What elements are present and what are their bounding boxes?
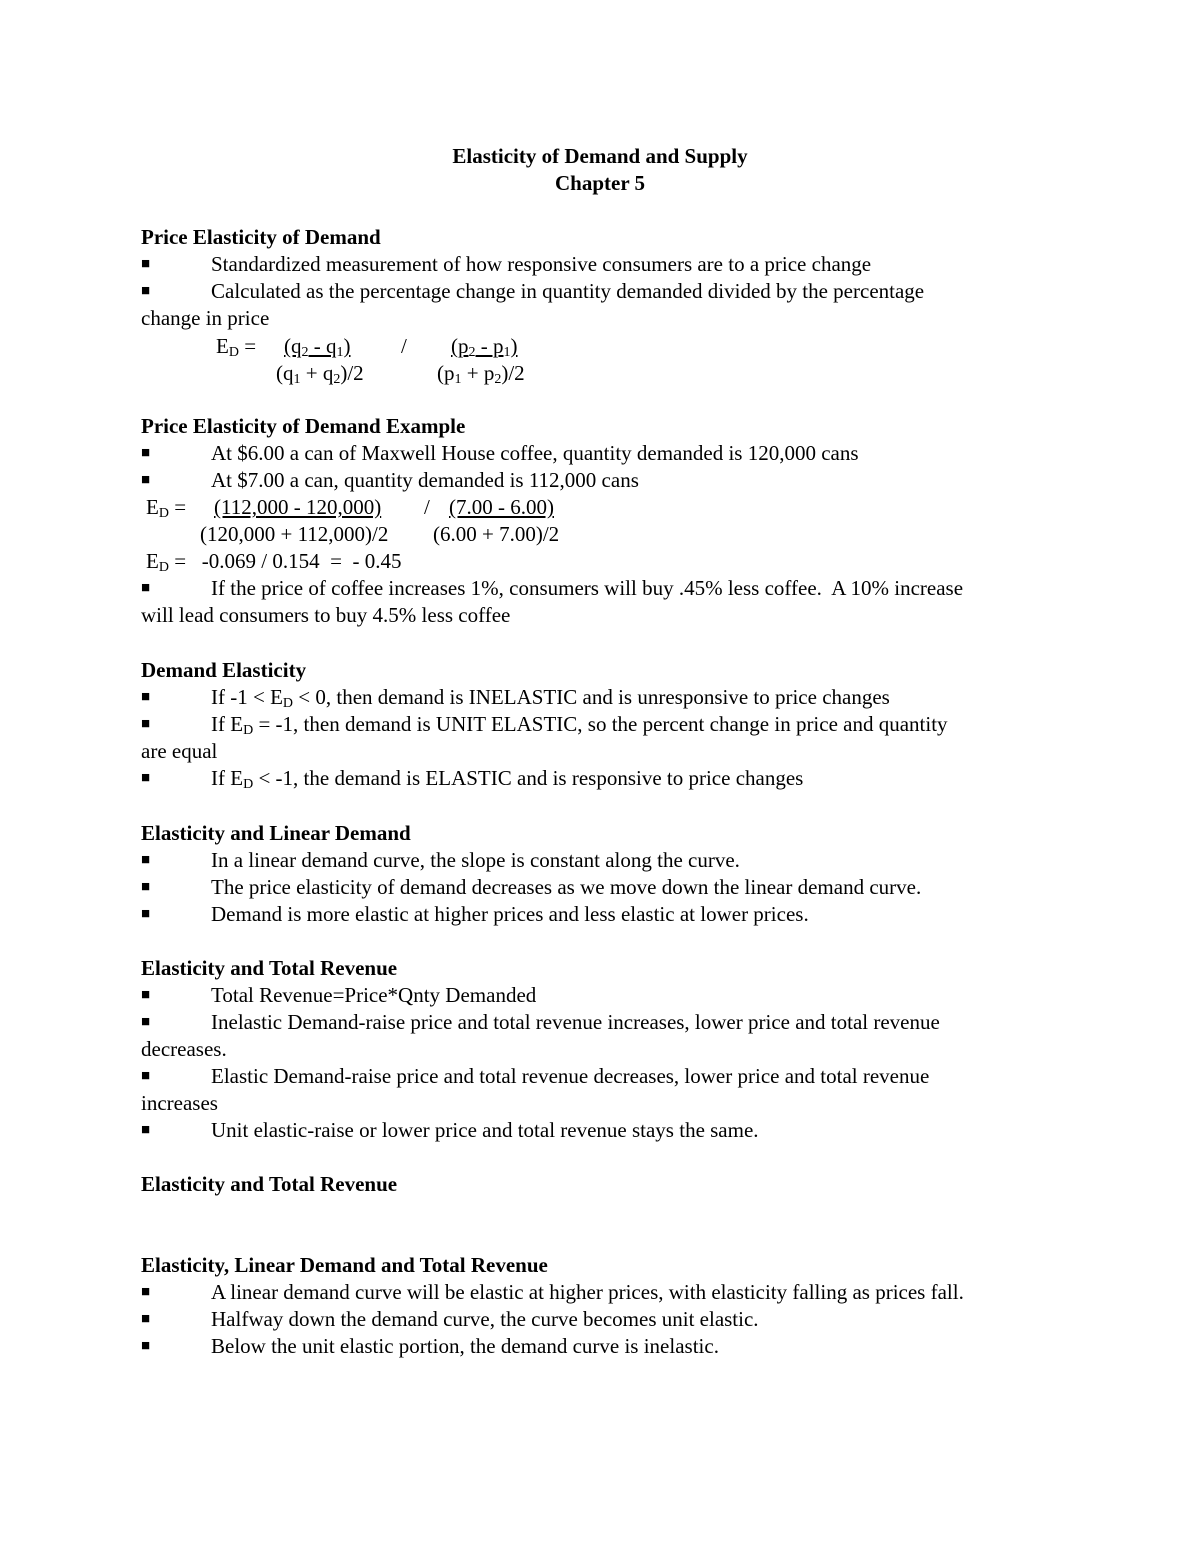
square-bullet-icon: ■	[141, 256, 151, 272]
square-bullet-icon: ■	[141, 689, 151, 705]
example-numerator-q: (112,000 - 120,000)	[214, 495, 382, 519]
example-result: $E_D = -0.069 / 0.154$ = - 0.45	[146, 549, 402, 575]
section-heading-linear-demand: Elasticity and Linear Demand	[141, 821, 411, 845]
square-bullet-icon: ■	[141, 1338, 151, 1354]
list-item-continuation: change in price	[141, 306, 270, 330]
document-title: Elasticity of Demand and Supply	[452, 144, 748, 168]
section-heading-total-revenue: Elasticity and Total Revenue	[141, 956, 398, 980]
section-heading-example: Price Elasticity of Demand Example	[141, 414, 466, 438]
square-bullet-icon: ■	[141, 283, 151, 299]
formula-divide: /	[401, 334, 407, 358]
section-heading-ped: Price Elasticity of Demand	[141, 225, 381, 249]
square-bullet-icon: ■	[141, 1068, 151, 1084]
list-item-continuation: decreases.	[141, 1037, 227, 1061]
example-formula-lhs: $E_D$ =	[146, 495, 187, 521]
square-bullet-icon: ■	[141, 1014, 151, 1030]
square-bullet-icon: ■	[141, 879, 151, 895]
formula-denominator-p: $(p_1 + p_2)/2$	[437, 361, 525, 387]
formula-numerator-p: $(p_2 - p_1)$	[451, 334, 518, 360]
square-bullet-icon: ■	[141, 1311, 151, 1327]
square-bullet-icon: ■	[141, 445, 151, 461]
example-numerator-p: (7.00 - 6.00)	[449, 495, 554, 519]
example-divide: /	[424, 495, 430, 519]
square-bullet-icon: ■	[141, 906, 151, 922]
square-bullet-icon: ■	[141, 1122, 151, 1138]
square-bullet-icon: ■	[141, 987, 151, 1003]
formula-denominator-q: $(q_1 + q_2)/2$	[276, 361, 364, 387]
formula-lhs: $E_D$ =	[216, 334, 257, 360]
section-heading-demand-elasticity: Demand Elasticity	[141, 658, 307, 682]
chapter-label: Chapter 5	[554, 171, 646, 195]
section-heading-linear-demand-revenue: Elasticity, Linear Demand and Total Revenue	[141, 1253, 548, 1277]
square-bullet-icon: ■	[141, 580, 151, 596]
document-page: Elasticity of Demand and Supply Chapter 5 Price Elasticity of Demand ■ Standardized measurement of how responsive consumers are to a price change ■ Calculated as the percentage change in quantity demanded divided by the percentage change in price $E_D$ = $(q_2 - q_1)$ / $(p_2 - p_1)$ $(q_1 + q_2)/2$ $(p_1 + p_2)/2$ Price Elasticity of Demand Example ■ At $6.00 a can of Maxwell House coffee, quantity demanded is 120,000 cans ■ At $7.00 a can, quantity demanded is 112,000 cans $E_D$ = (112,000 - 120,000) / (7.00 - 6.00) (120,000 + 112,000)/2 (6.00 + 7.00)/2 $E_D = -0.069 / 0.154$ = - 0.45 ■ If the price of coffee increases 1%, consumers will buy .45% less coffee. A 10% increase will lead consumers to buy 4.5% less coffee Demand Elasticity ■ If $-1 < E_D < 0$, then demand is INELASTIC and is unresponsive to price changes ■ If $E_D = -1$, then demand is UNIT ELASTIC, so the percent change in price and quantity are equal ■ If $E_D < -1$, the demand is ELASTIC and is responsive to price changes Elasticity and Linear Demand ■ In a linear demand curve, the slope is constant along the curve. ■ The price elasticity of demand decreases as we move down the linear demand curve. ■ Demand is more elastic at higher prices and less elastic at lower prices. Elasticity and Total Revenue ■ Total Revenue=Price*Qnty Demanded ■ Inelastic Demand-raise price and total revenue increases, lower price and total revenue decreases. ■ Elastic Demand-raise price and total revenue decreases, lower price and total revenue increases ■ Unit elastic-raise or lower price and total revenue stays the same. Elasticity and Total Revenue Elasticity, Linear Demand and Total Revenue ■ A linear demand curve will be elastic at higher prices, with elasticity falling as prices fall. ■ Halfway down the demand curve, the curve becomes unit elastic. ■ Below the unit elastic portion, the demand curve is inelastic.	[0, 0, 1200, 1553]
example-denominator-p: (6.00 + 7.00)/2	[433, 522, 560, 546]
square-bullet-icon: ■	[141, 852, 151, 868]
list-item-continuation: are equal	[141, 739, 218, 763]
section-heading-total-revenue-2: Elasticity and Total Revenue	[141, 1172, 398, 1196]
square-bullet-icon: ■	[141, 770, 151, 786]
formula-numerator-q: $(q_2 - q_1)$	[284, 334, 351, 360]
square-bullet-icon: ■	[141, 472, 151, 488]
square-bullet-icon: ■	[141, 1284, 151, 1300]
list-item-continuation: increases	[141, 1091, 218, 1115]
square-bullet-icon: ■	[141, 716, 151, 732]
list-item-continuation: will lead consumers to buy 4.5% less coffee	[141, 603, 511, 627]
example-denominator-q: (120,000 + 112,000)/2	[200, 522, 389, 546]
